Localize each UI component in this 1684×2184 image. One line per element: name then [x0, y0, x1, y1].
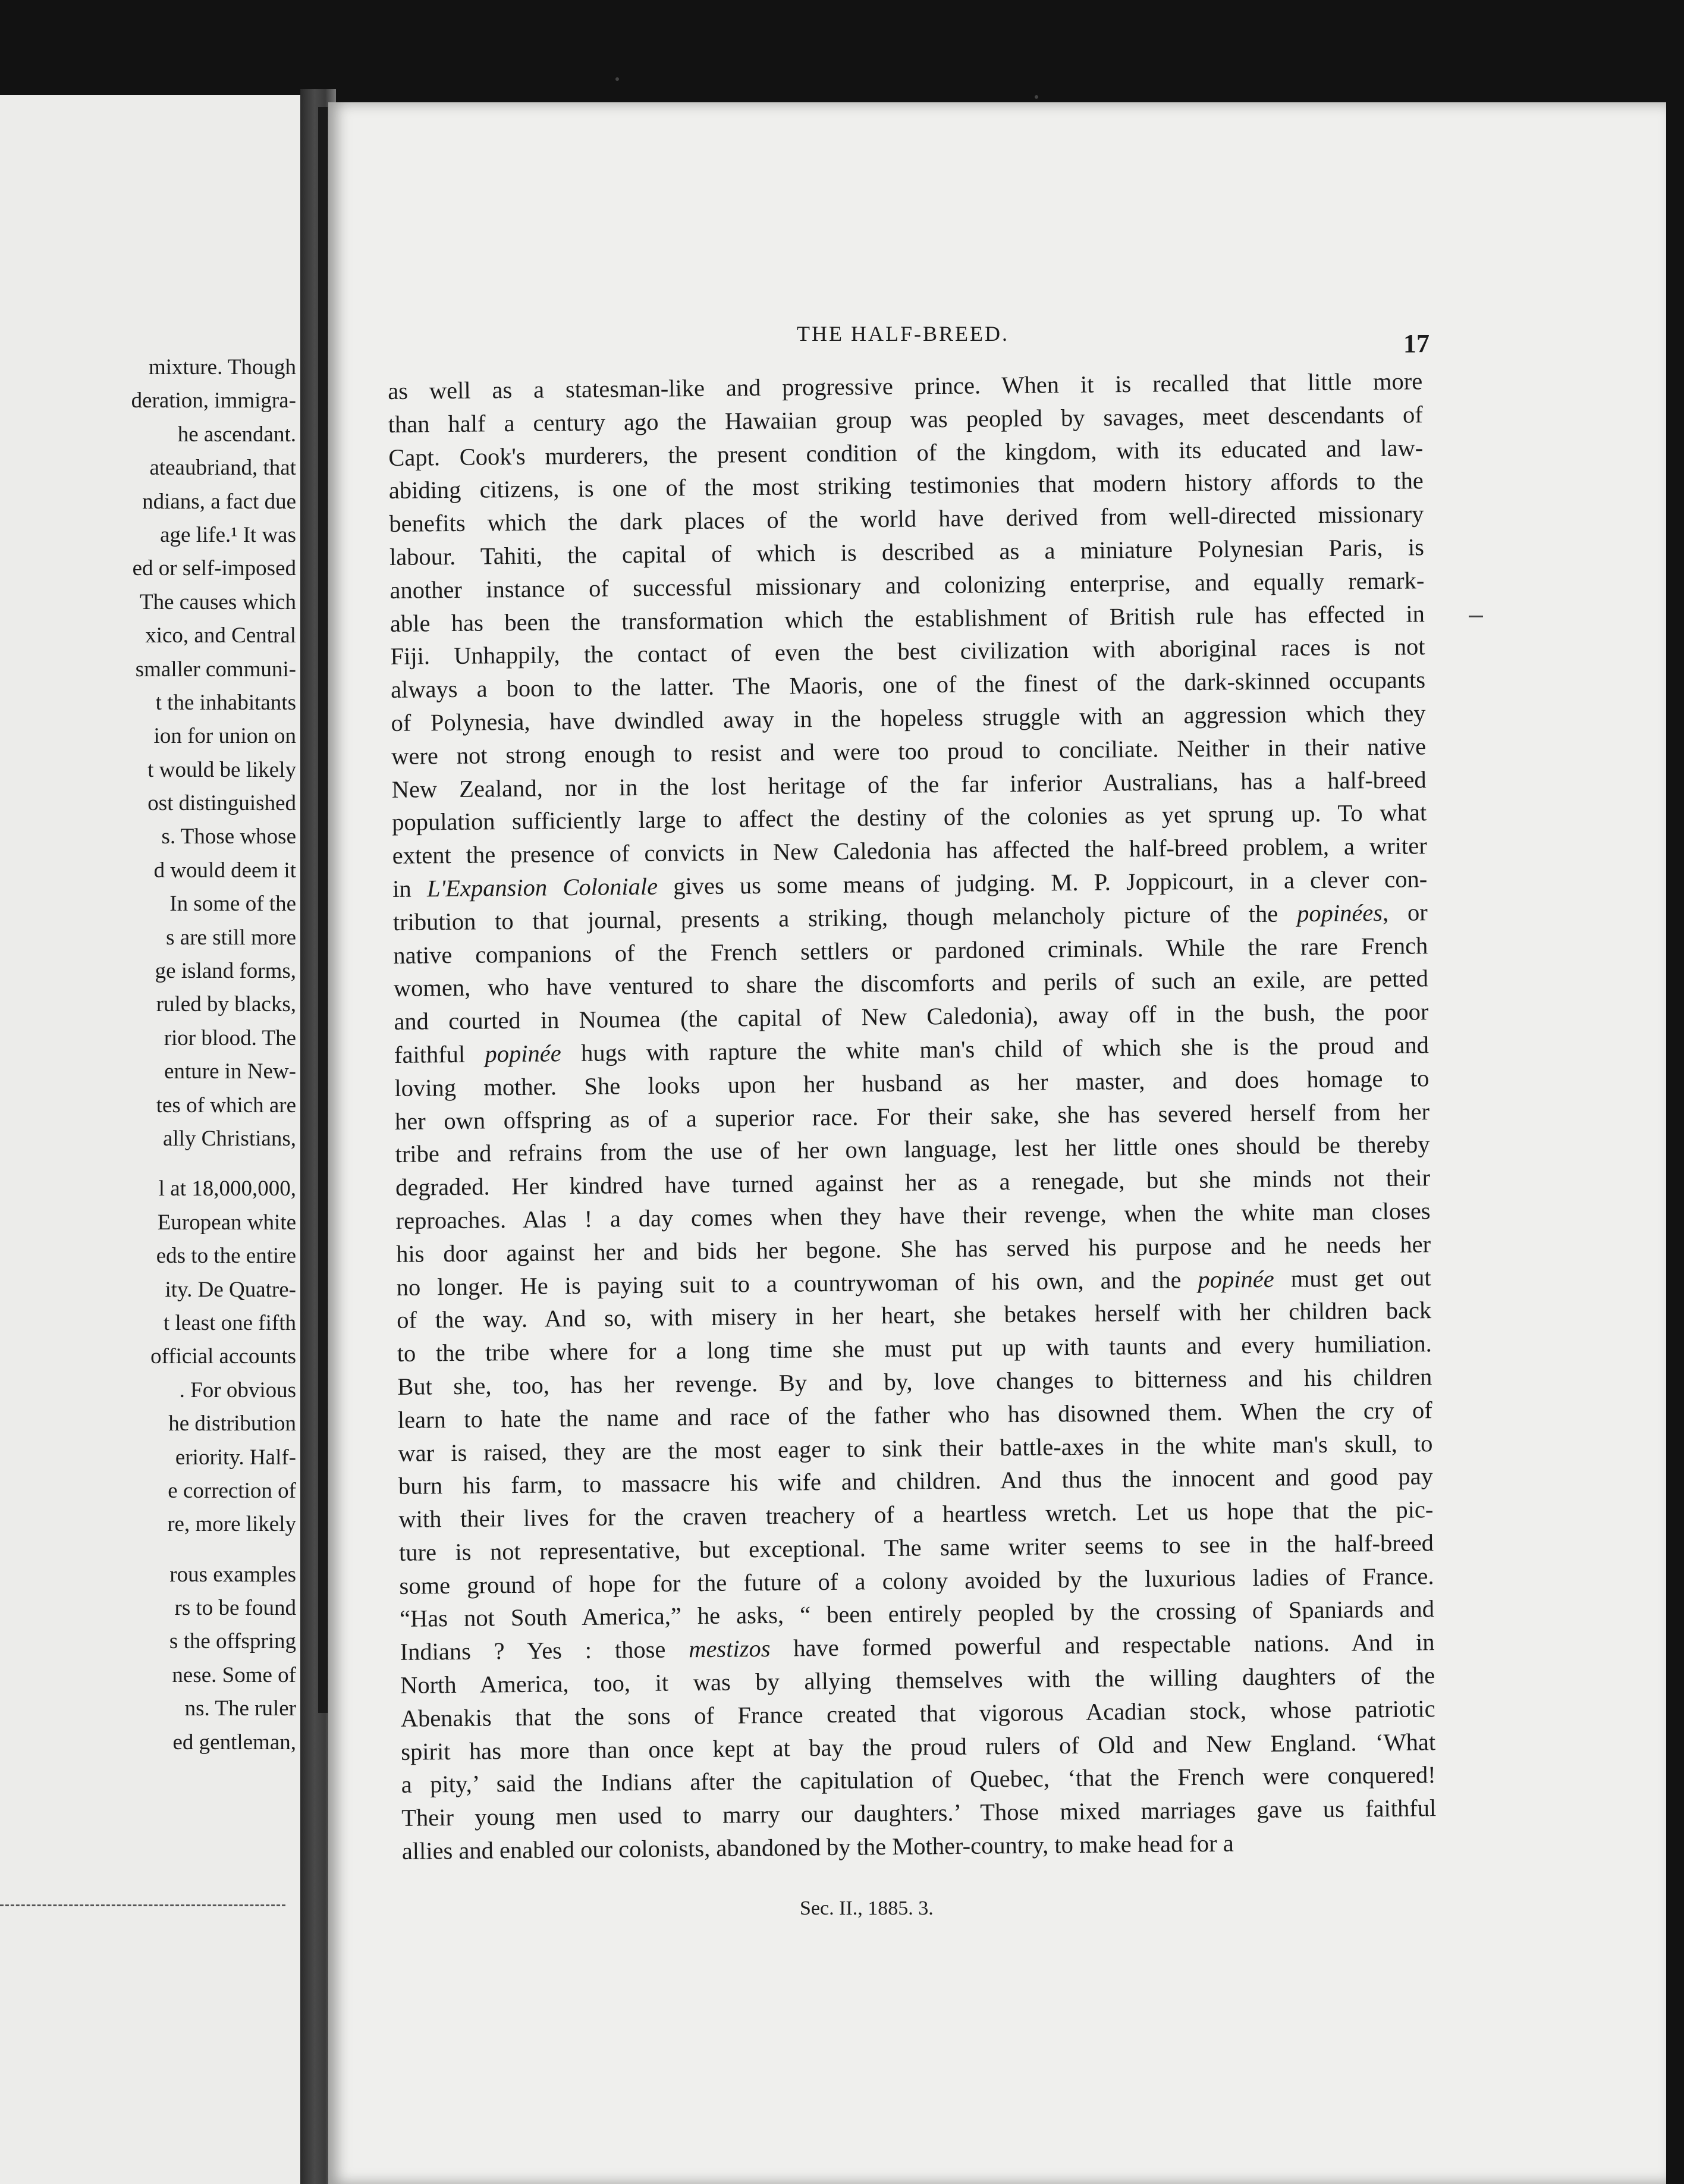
- previous-page-line: [0, 1542, 296, 1558]
- previous-page-line: [0, 1156, 296, 1172]
- previous-page-line: ally Christians,: [162, 1126, 296, 1151]
- body-line: her own offspring as of a superior race. For their sake, she has severed herself from her: [394, 1097, 1430, 1135]
- body-line: spirit has more than once kept at bay the proud rulers of Old and New England. ‘What: [401, 1728, 1436, 1765]
- previous-page-line: t would be likely: [147, 757, 296, 782]
- body-line: of the way. And so, with misery in her heart, she betakes herself with her children back: [397, 1297, 1432, 1334]
- previous-page-line: s the offspring: [169, 1629, 296, 1654]
- previous-page-line: he ascendant.: [177, 422, 296, 447]
- signature-mark: Sec. II., 1885. 3.: [800, 1897, 934, 1919]
- footnote-rule: [0, 1904, 285, 1906]
- previous-page-line: ndians, a fact due: [142, 489, 296, 514]
- body-line: loving mother. She looks upon her husband as her master, and does homage to: [394, 1064, 1429, 1102]
- previous-page-line: t least one fifth: [164, 1310, 296, 1335]
- body-line: no longer. He is paying suit to a countrywoman of his own, and the popinée must get out: [396, 1263, 1431, 1301]
- body-line: labour. Tahiti, the capital of which is described as a miniature Polynesian Paris, is: [389, 534, 1425, 570]
- previous-page-line: eds to the entire: [156, 1244, 296, 1269]
- body-line: Their young men used to marry our daughters.’ Those mixed marriages gave us faithful: [401, 1794, 1437, 1832]
- body-line: Indians ? Yes : those mestizos have formed powerful and respectable nations. And in: [400, 1628, 1435, 1666]
- binding-edge: [318, 107, 328, 1713]
- body-line: were not strong enough to resist and were too proud to conciliate. Neither in their native: [391, 733, 1427, 770]
- body-line: as well as a statesman-like and progressive prince. When it is recalled that little more: [388, 368, 1423, 404]
- previous-page-line: deration, immigra-: [131, 388, 296, 413]
- previous-page-line: rous examples: [169, 1562, 296, 1587]
- previous-page-line: ost distinguished: [147, 791, 296, 816]
- body-line: women, who have ventured to share the discomforts and perils of such an exile, are petted: [393, 965, 1429, 1002]
- previous-page-line: ity. De Quatre-: [165, 1277, 296, 1302]
- body-line: Capt. Cook's murderers, the present condition of the kingdom, with its educated and law-: [388, 434, 1424, 471]
- body-line: Abenakis that the sons of France created that vigorous Acadian stock, whose patriotic: [400, 1695, 1435, 1732]
- body-line: North America, too, it was by allying themselves with the willing daughters of the: [400, 1662, 1435, 1699]
- body-line: of Polynesia, have dwindled away in the hopeless struggle with an aggression which they: [391, 699, 1426, 736]
- body-line: than half a century ago the Hawaiian group was peopled by savages, meet descendants of: [388, 401, 1423, 438]
- previous-page-line: ed gentleman,: [172, 1730, 296, 1755]
- previous-page-line: rs to be found: [174, 1596, 296, 1621]
- body-line: some ground of hope for the future of a colony avoided by the luxurious ladies of France.: [399, 1562, 1434, 1599]
- scan-speck: [1469, 616, 1483, 617]
- body-line: war is raised, they are the most eager to sink their battle-axes in the white man's skull, to: [398, 1429, 1433, 1467]
- body-line: Fiji. Unhappily, the contact of even the best civilization with aboriginal races is not: [390, 633, 1425, 670]
- previous-page-line: In some of the: [169, 892, 296, 917]
- body-line: allies and enabled our colonists, abandoned by the Mother-country, to make head for a: [401, 1830, 1234, 1865]
- body-line: tribe and refrains from the use of her own language, lest her little ones should be thereby: [395, 1131, 1430, 1168]
- previous-page-line: l at 18,000,000,: [158, 1176, 296, 1201]
- page-number: 17: [1403, 329, 1429, 358]
- previous-page-line: ateaubriand, that: [149, 456, 296, 481]
- body-line: always a boon to the latter. The Maoris, one of the finest of the dark-skinned occupants: [390, 666, 1426, 704]
- previous-page-line: eriority. Half-: [175, 1445, 296, 1470]
- scan-speck: [615, 77, 619, 81]
- previous-page-line: official accounts: [150, 1344, 296, 1369]
- body-line: burn his farm, to massacre his wife and children. And thus the innocent and good pay: [398, 1463, 1434, 1500]
- running-head: THE HALF-BREED.: [797, 322, 1009, 346]
- body-text: [388, 365, 1437, 1868]
- previous-page-line: mixture. Though: [148, 355, 296, 379]
- body-line: New Zealand, nor in the lost heritage of the far inferior Australians, has a half-breed: [391, 765, 1427, 803]
- body-line: in L'Expansion Coloniale gives us some means of judging. M. P. Joppicourt, in a clever con-: [392, 865, 1428, 902]
- previous-page-line: xico, and Central: [145, 623, 296, 648]
- body-line: another instance of successful missionary and colonizing enterprise, and equally remark-: [389, 567, 1425, 604]
- body-line: tribution to that journal, presents a striking, though melancholy picture of the popinées, or: [392, 899, 1428, 936]
- body-line: his door against her and bids her begone. She has served his purpose and he needs her: [395, 1230, 1431, 1267]
- previous-page-text: [0, 351, 296, 1759]
- body-line: reproaches. Alas ! a day comes when they have their revenge, when the white man closes: [395, 1197, 1431, 1234]
- previous-page-line: enture in New-: [164, 1059, 296, 1084]
- body-line: with their lives for the craven treachery of a heartless wretch. Let us hope that the pic-: [398, 1496, 1434, 1533]
- previous-page-line: s. Those whose: [161, 824, 296, 849]
- body-line: a pity,’ said the Indians after the capitulation of Quebec, ‘that the French were conquered!: [401, 1761, 1436, 1799]
- previous-page-line: tes of which are: [156, 1093, 296, 1118]
- previous-page-line: nese. Some of: [172, 1662, 296, 1687]
- previous-page-line: smaller communi-: [135, 657, 296, 682]
- previous-page-line: European white: [157, 1210, 296, 1235]
- body-line: “Has not South America,” he asks, “ been entirely peopled by the crossing of Spaniards and: [399, 1595, 1435, 1633]
- body-line: learn to hate the name and race of the father who has disowned them. When the cry of: [397, 1396, 1433, 1433]
- previous-page-line: e correction of: [168, 1478, 296, 1503]
- previous-page-line: d would deem it: [153, 858, 296, 883]
- previous-page-line: ns. The ruler: [184, 1696, 296, 1721]
- body-line: extent the presence of convicts in New Caledonia has affected the half-breed problem, a writer: [392, 832, 1427, 870]
- previous-page-line: rior blood. The: [164, 1025, 296, 1050]
- previous-page-line: ruled by blacks,: [156, 992, 296, 1017]
- body-line: degraded. Her kindred have turned against her as a renegade, but she minds not their: [395, 1164, 1431, 1201]
- previous-page-line: ion for union on: [153, 724, 296, 749]
- body-line: native companions of the French settlers or pardoned criminals. While the rare French: [393, 931, 1428, 969]
- previous-page-line: . For obvious: [179, 1377, 296, 1402]
- body-line: faithful popinée hugs with rapture the white man's child of which she is the proud and: [394, 1031, 1429, 1068]
- previous-page-line: ge island forms,: [155, 959, 296, 984]
- previous-page-fragment: [0, 95, 309, 2184]
- previous-page-line: t the inhabitants: [155, 690, 296, 715]
- body-line: and courted in Noumea (the capital of New Caledonia), away off in the bush, the poor: [394, 998, 1429, 1035]
- scan-speck: [1035, 95, 1038, 99]
- body-line: ture is not representative, but exceptional. The same writer seems to see in the half-breed: [398, 1529, 1434, 1566]
- previous-page-line: he distribution: [168, 1411, 296, 1436]
- previous-page-line: s are still more: [166, 925, 296, 950]
- body-line: benefits which the dark places of the world have derived from well-directed missionary: [389, 500, 1424, 538]
- body-line: to the tribe where for a long time she must put up with taunts and every humiliation.: [397, 1330, 1432, 1367]
- previous-page-line: age life.¹ It was: [160, 522, 296, 547]
- body-line: abiding citizens, is one of the most striking testimonies that modern history affords to the: [388, 467, 1424, 504]
- body-line: able has been the transformation which the establishment of British rule has effected in: [389, 600, 1425, 637]
- body-line: But she, too, has her revenge. By and by, love changes to bitterness and his children: [397, 1363, 1432, 1400]
- body-line: population sufficiently large to affect the destiny of the colonies as yet sprung up. To what: [392, 799, 1427, 836]
- previous-page-line: ed or self-imposed: [132, 556, 296, 581]
- previous-page-line: The causes which: [139, 589, 296, 614]
- previous-page-line: re, more likely: [167, 1512, 296, 1537]
